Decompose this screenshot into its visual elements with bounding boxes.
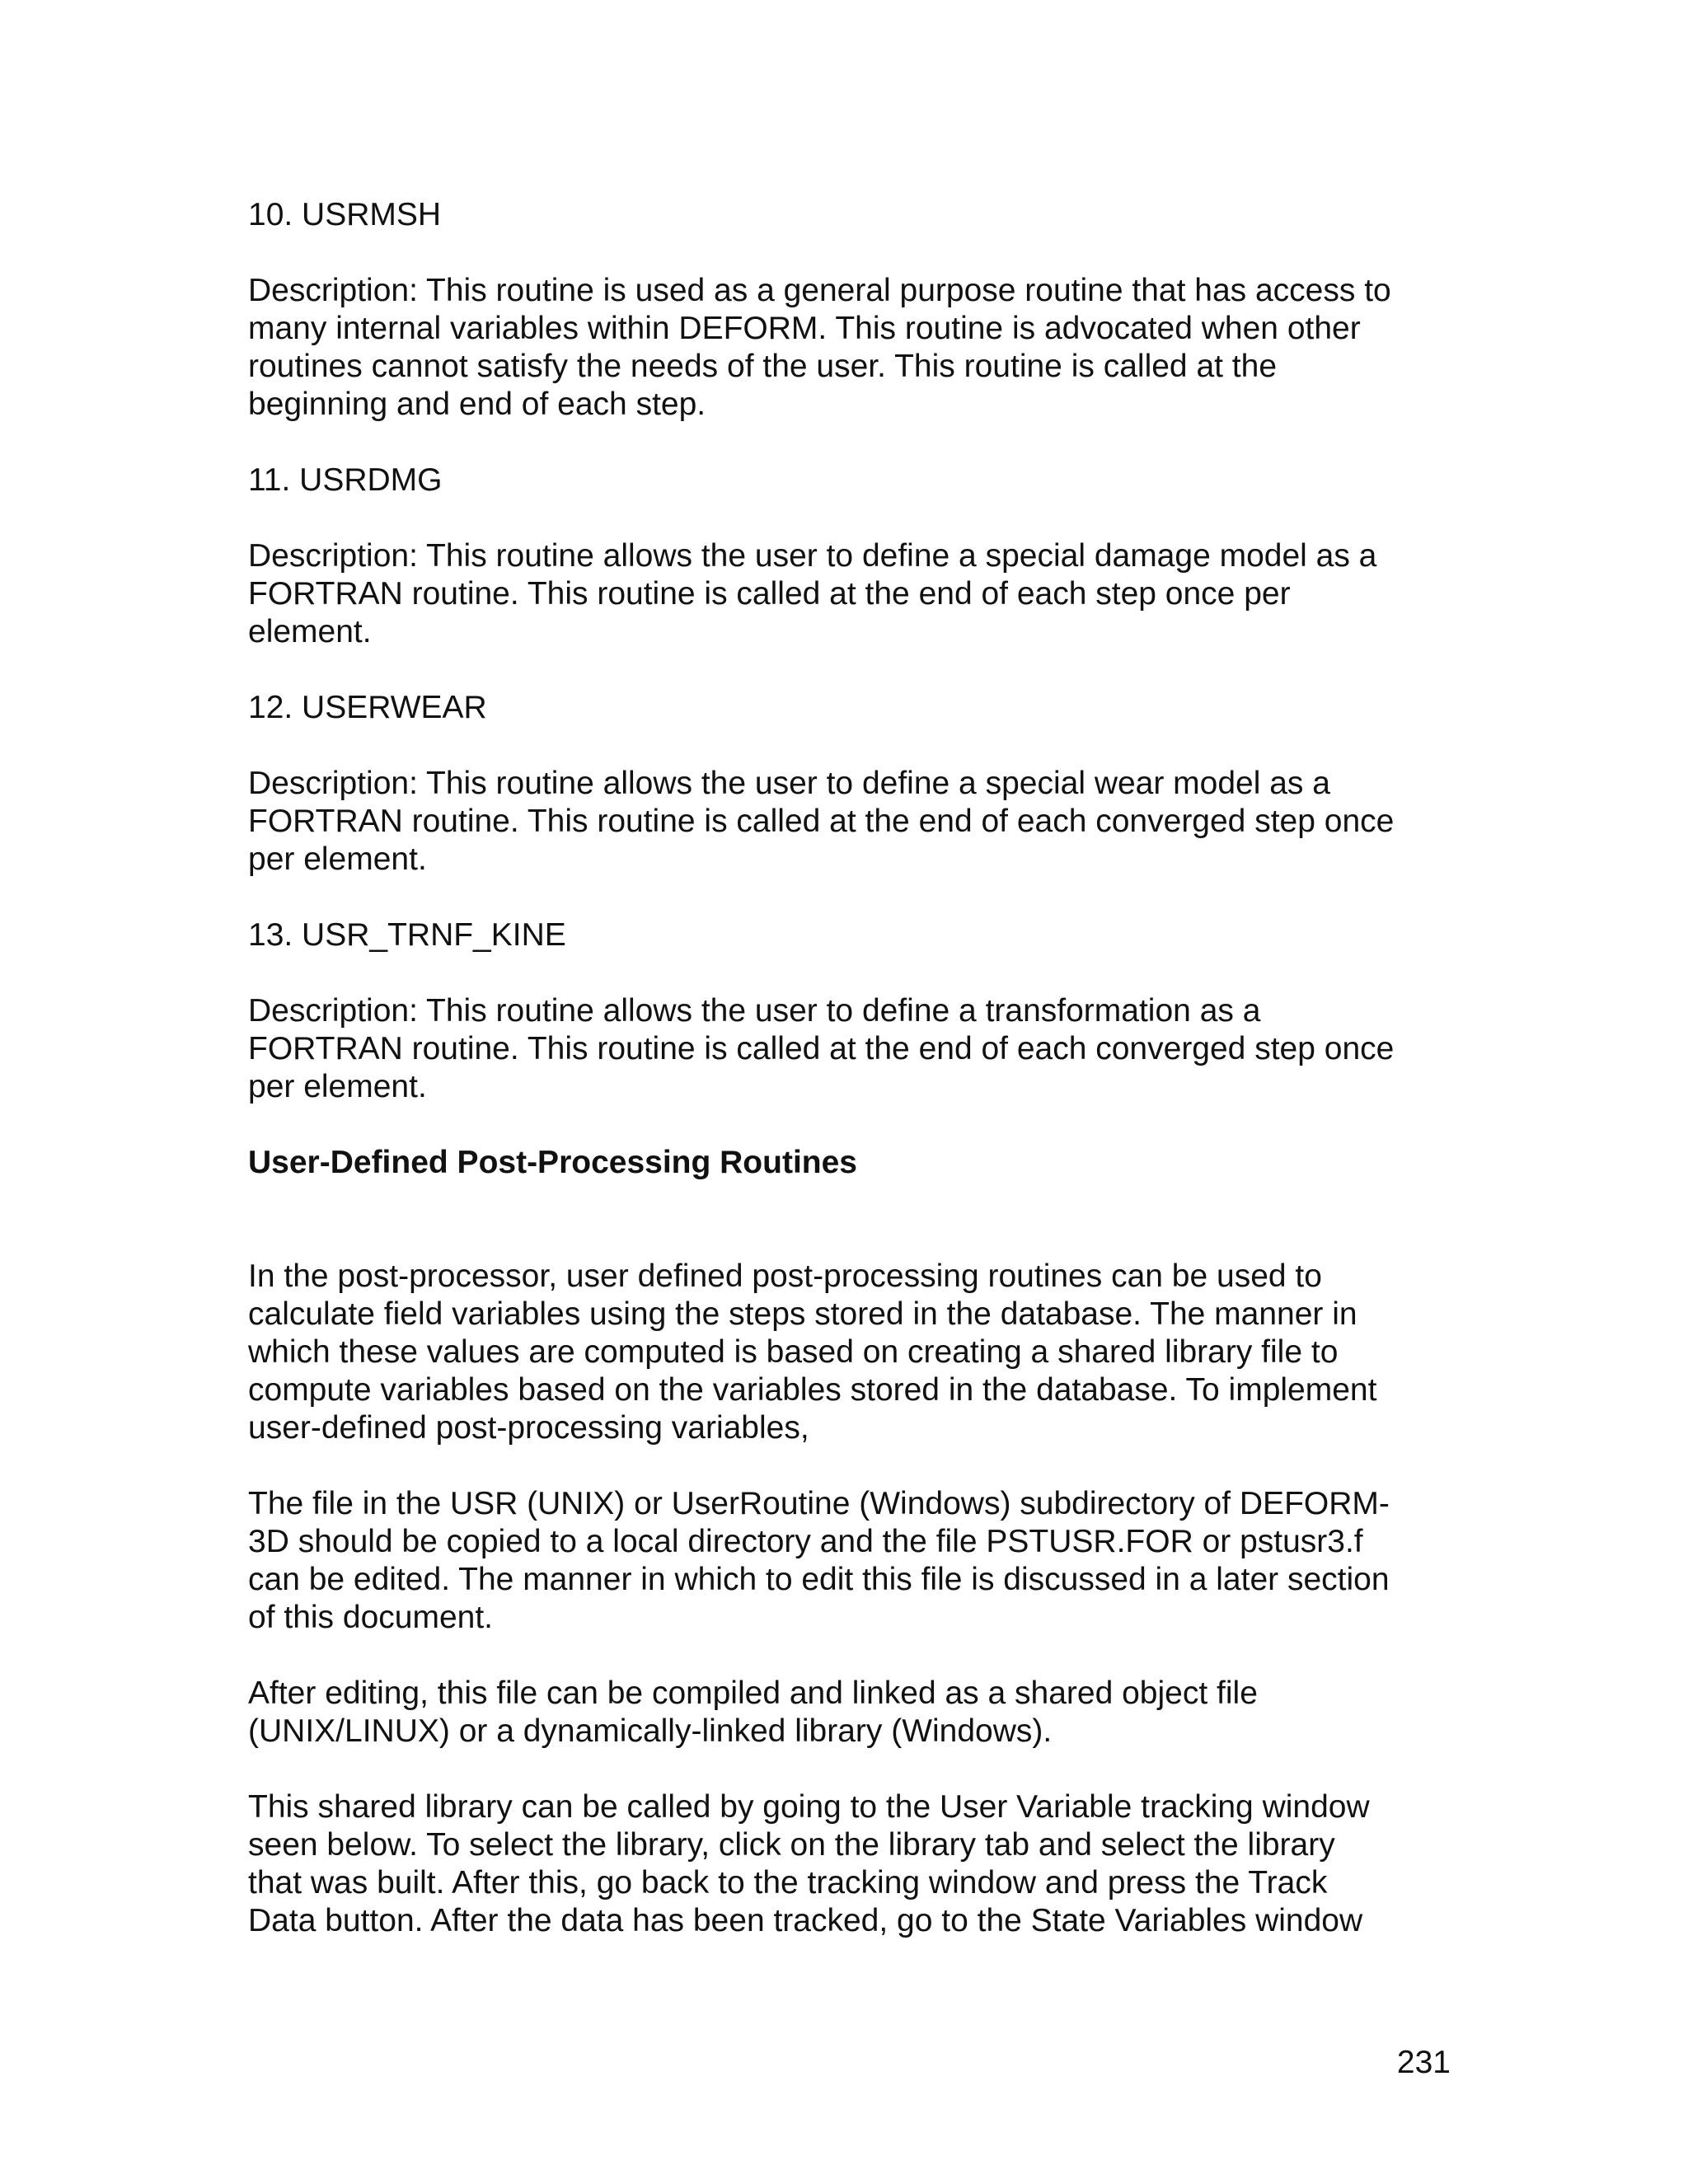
paragraph-line: that was built. After this, go back to the tracking window and press the Track	[248, 1865, 1328, 1900]
description-line: FORTRAN routine. This routine is called at the end of each converged step once	[248, 804, 1395, 839]
section-paragraph	[248, 1675, 1451, 1750]
description-line: Description: This routine allows the user to define a special damage model as a	[248, 538, 1377, 574]
page-content	[248, 196, 1451, 1940]
section-spacer	[248, 1182, 1451, 1258]
page-number: 231	[1396, 2045, 1451, 2080]
paragraph-line: The file in the USR (UNIX) or UserRoutine (Windows) subdirectory of DEFORM-	[248, 1486, 1390, 1521]
item-description-usrmsh	[248, 272, 1451, 424]
paragraph-line: 3D should be copied to a local directory and the file PSTUSR.FOR or pstusr3.f	[248, 1524, 1363, 1559]
description-line: FORTRAN routine. This routine is called at the end of each converged step once	[248, 1031, 1395, 1066]
description-line: per element.	[248, 841, 427, 877]
item-heading-usr-trnf-kine: 13. USR_TRNF_KINE	[248, 917, 566, 953]
paragraph-line: This shared library can be called by going to the User Variable tracking window	[248, 1789, 1370, 1825]
paragraph-line: Data button. After the data has been tracked, go to the State Variables window	[248, 1903, 1363, 1938]
description-line: many internal variables within DEFORM. This routine is advocated when other	[248, 311, 1361, 346]
paragraph-line: (UNIX/LINUX) or a dynamically-linked library (Windows).	[248, 1713, 1053, 1749]
paragraph-line: In the post-processor, user defined post-processing routines can be used to	[248, 1258, 1322, 1294]
item-description-usrdmg	[248, 537, 1451, 651]
item-description-usr-trnf-kine	[248, 992, 1451, 1106]
paragraph-line: seen below. To select the library, click on the library tab and select the library	[248, 1827, 1335, 1863]
item-description-userwear	[248, 765, 1451, 879]
paragraph-line: can be edited. The manner in which to edit this file is discussed in a later section	[248, 1562, 1390, 1597]
paragraph-line: After editing, this file can be compiled and linked as a shared object file	[248, 1675, 1258, 1711]
section-heading: User-Defined Post-Processing Routines	[248, 1145, 857, 1180]
paragraph-line: compute variables based on the variables stored in the database. To implement	[248, 1372, 1377, 1408]
paragraph-line: calculate field variables using the steps stored in the database. The manner in	[248, 1296, 1357, 1332]
description-line: FORTRAN routine. This routine is called at the end of each step once per	[248, 576, 1291, 612]
description-line: Description: This routine allows the user to define a special wear model as a	[248, 766, 1330, 801]
description-line: routines cannot satisfy the needs of the user. This routine is called at the	[248, 349, 1278, 384]
paragraph-line: which these values are computed is based on creating a shared library file to	[248, 1334, 1339, 1370]
item-heading-usrmsh: 10. USRMSH	[248, 197, 442, 232]
paragraph-line: of this document.	[248, 1600, 493, 1635]
description-line: Description: This routine is used as a general purpose routine that has access to	[248, 273, 1391, 308]
description-line: Description: This routine allows the user to define a transformation as a	[248, 993, 1261, 1029]
description-line: element.	[248, 614, 372, 649]
section-paragraph	[248, 1788, 1451, 1940]
description-line: beginning and end of each step.	[248, 387, 706, 422]
section-paragraph	[248, 1485, 1451, 1637]
paragraph-line: user-defined post-processing variables,	[248, 1410, 809, 1446]
item-heading-userwear: 12. USERWEAR	[248, 690, 487, 725]
description-line: per element.	[248, 1069, 427, 1104]
section-paragraph	[248, 1258, 1451, 1447]
item-heading-usrdmg: 11. USRDMG	[248, 462, 443, 498]
